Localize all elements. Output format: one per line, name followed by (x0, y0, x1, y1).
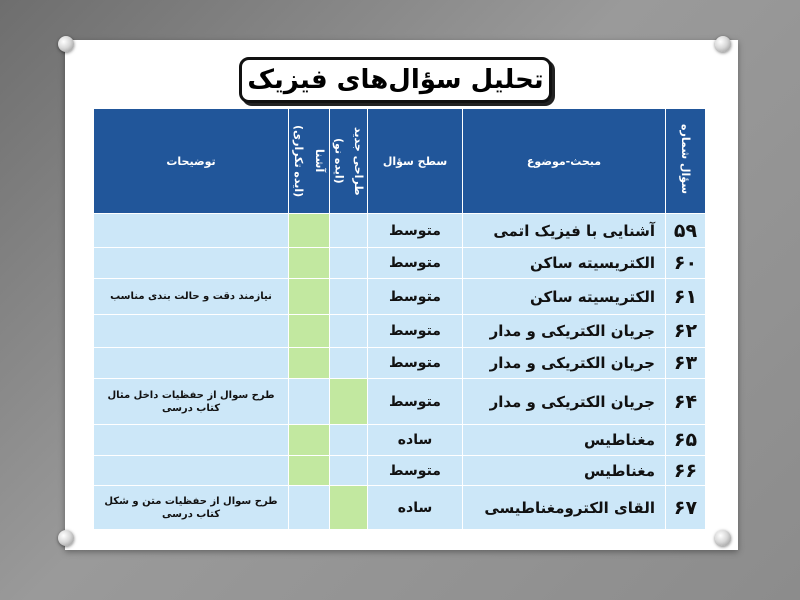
table-row (94, 214, 706, 248)
row-topic: جریان الکتریکی و مدار (463, 379, 666, 425)
table-row (94, 279, 706, 315)
header-number: سؤال شماره (666, 109, 706, 214)
row-topic: مغناطیس (463, 456, 666, 486)
header-familiar: آشنا (ایده تکراری) (289, 109, 330, 214)
row-familiar-cell (289, 486, 330, 530)
table-row (94, 248, 706, 279)
table-row (94, 315, 706, 348)
row-note: طرح سوال از حفظیات متن و شکل کتاب درسی (94, 486, 289, 530)
table-row (94, 486, 706, 530)
header-level: سطح سؤال (368, 109, 463, 214)
row-number: ۶۴ (666, 379, 706, 425)
row-number: ۶۱ (666, 279, 706, 315)
row-familiar-cell (289, 279, 330, 315)
row-number: ۶۳ (666, 348, 706, 379)
row-new-design-cell (330, 315, 368, 348)
row-note (94, 214, 289, 248)
row-note: نیازمند دقت و حالت بندی مناسب (94, 279, 289, 315)
row-number: ۵۹ (666, 214, 706, 248)
row-level: متوسط (368, 248, 463, 279)
table-row (94, 348, 706, 379)
row-level: متوسط (368, 379, 463, 425)
row-note (94, 348, 289, 379)
row-topic: الکتریسیته ساکن (463, 279, 666, 315)
row-topic: القای الکترومغناطیسی (463, 486, 666, 530)
row-new-design-cell (330, 456, 368, 486)
row-number: ۶۵ (666, 425, 706, 456)
table-row (94, 379, 706, 425)
row-topic: آشنایی با فیزیک اتمی (463, 214, 666, 248)
row-new-design-cell (330, 348, 368, 379)
header-new-design: طراحی جدید (ایده نو) (330, 109, 368, 214)
header-topic: مبحث-موضوع (463, 109, 666, 214)
row-level: متوسط (368, 214, 463, 248)
row-familiar-cell (289, 248, 330, 279)
row-level: ساده (368, 486, 463, 530)
row-new-design-cell (330, 279, 368, 315)
analysis-table (93, 108, 706, 530)
row-familiar-cell (289, 315, 330, 348)
row-new-design-cell (330, 248, 368, 279)
row-level: متوسط (368, 279, 463, 315)
row-familiar-cell (289, 214, 330, 248)
table-row (94, 425, 706, 456)
table-row (94, 456, 706, 486)
row-number: ۶۲ (666, 315, 706, 348)
table-header-row (94, 109, 706, 214)
row-familiar-cell (289, 456, 330, 486)
row-level: ساده (368, 425, 463, 456)
pin-icon (715, 36, 731, 52)
row-new-design-cell (330, 425, 368, 456)
row-note (94, 456, 289, 486)
row-note (94, 425, 289, 456)
row-number: ۶۰ (666, 248, 706, 279)
row-level: متوسط (368, 315, 463, 348)
row-number: ۶۶ (666, 456, 706, 486)
row-level: متوسط (368, 456, 463, 486)
row-note (94, 315, 289, 348)
row-note (94, 248, 289, 279)
row-topic: الکتریسیته ساکن (463, 248, 666, 279)
row-topic: مغناطیس (463, 425, 666, 456)
row-familiar-cell (289, 379, 330, 425)
row-note: طرح سوال از حفظیات داخل مثال کتاب درسی (94, 379, 289, 425)
row-number: ۶۷ (666, 486, 706, 530)
row-familiar-cell (289, 425, 330, 456)
row-new-design-cell (330, 486, 368, 530)
header-notes: توضیحات (94, 109, 289, 214)
pin-icon (58, 36, 74, 52)
row-familiar-cell (289, 348, 330, 379)
row-new-design-cell (330, 214, 368, 248)
row-topic: جریان الکتریکی و مدار (463, 315, 666, 348)
pin-icon (58, 530, 74, 546)
row-level: متوسط (368, 348, 463, 379)
pin-icon (715, 530, 731, 546)
slide-title: تحلیل سؤال‌های فیزیک (239, 57, 552, 103)
row-new-design-cell (330, 379, 368, 425)
row-topic: جریان الکتریکی و مدار (463, 348, 666, 379)
